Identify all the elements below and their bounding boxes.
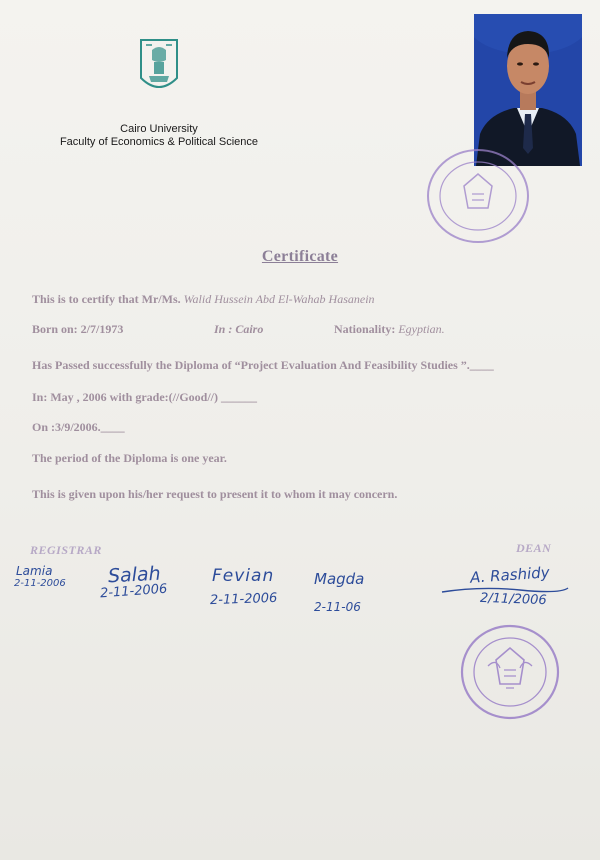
born-label: Born on: 2/7/1973 [32, 322, 124, 336]
nationality-value: Egyptian. [398, 322, 445, 336]
in-label: In : Cairo [214, 322, 264, 336]
signature-magda-date: 2-11-06 [314, 600, 361, 614]
university-header [40, 123, 278, 149]
signature-lamia-date: 2-11-2006 [14, 578, 66, 589]
birthplace [214, 322, 263, 337]
signature-dean: A. Rashidy [469, 563, 551, 587]
issue-date-line: On :3/9/2006.____ [32, 420, 125, 434]
cairo-university-logo-icon [138, 36, 180, 98]
signature-salah: Salah [107, 562, 162, 588]
nationality-label: Nationality: [334, 322, 396, 336]
signature-dean-date: 2/11/2006 [479, 590, 547, 609]
grade-line: In: May , 2006 with grade:(//Good//) ______ [32, 390, 257, 404]
portrait-icon [474, 14, 582, 166]
recipient-name: Walid Hussein Abd El-Wahab Hasanein [183, 292, 375, 306]
portrait-photo [474, 14, 582, 166]
signature-salah-date: 2-11-2006 [99, 581, 168, 602]
diploma-line: Has Passed successfully the Diploma of “Project Evaluation And Feasibility Studies ”.____ [32, 358, 494, 372]
birth-line [32, 322, 123, 337]
upper-stamp-icon [424, 146, 532, 246]
signature-fevian-date: 2-11-2006 [209, 590, 278, 609]
dean-label: DEAN [516, 541, 552, 555]
lower-stamp-icon [458, 622, 562, 722]
certify-prefix: This is to certify that Mr/Ms. [32, 292, 181, 306]
request-line: This is given upon his/her request to present it to whom it may concern. [32, 487, 398, 501]
period-line: The period of the Diploma is one year. [32, 451, 227, 465]
certificate-title: Certificate [261, 248, 339, 265]
university-name: Cairo University [120, 123, 198, 135]
nationality-line [334, 322, 445, 337]
signature-magda: Magda [314, 570, 365, 588]
registrar-label: REGISTRAR [30, 543, 102, 557]
certify-line [32, 292, 375, 307]
signature-fevian: Fevian [212, 566, 275, 586]
faculty-name: Faculty of Economics & Political Science [59, 136, 259, 148]
signature-lamia: Lamia [16, 564, 53, 578]
